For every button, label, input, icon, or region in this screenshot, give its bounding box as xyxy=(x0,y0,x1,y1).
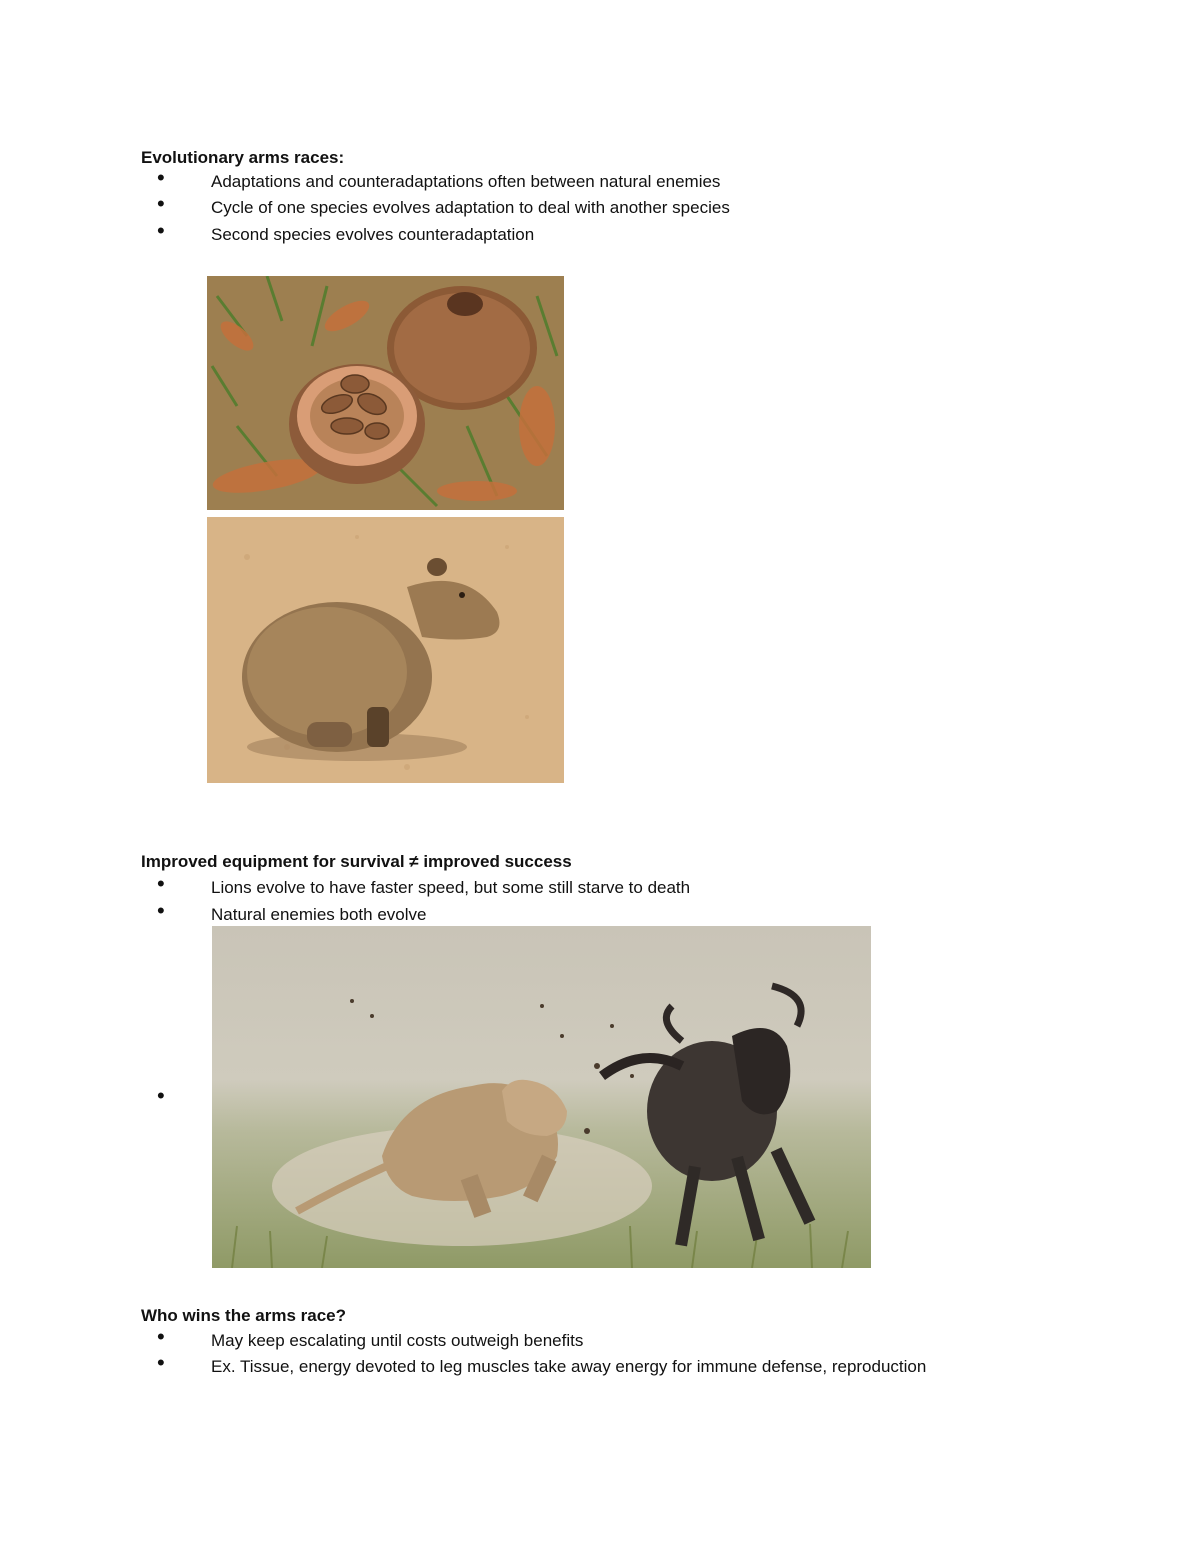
section-heading-arms-races: Evolutionary arms races: xyxy=(141,148,345,167)
section-heading-who-wins: Who wins the arms race? xyxy=(141,1306,346,1325)
bullet-icon: • xyxy=(157,165,165,190)
brazil-nut-pods-photo xyxy=(207,276,564,510)
list-item-text: Cycle of one species evolves adaptation to deal with another species xyxy=(211,198,730,217)
bullet-icon: • xyxy=(157,871,165,896)
list-item-text: Adaptations and counteradaptations often between natural enemies xyxy=(211,172,721,191)
bullet-icon: • xyxy=(157,1350,165,1375)
list-item-text: Second species evolves counteradaptation xyxy=(211,225,535,244)
list-item-text: Natural enemies both evolve xyxy=(211,905,427,924)
bullet-icon: • xyxy=(157,1324,165,1349)
bullet-icon: • xyxy=(157,898,165,923)
list-item-text: Lions evolve to have faster speed, but some still starve to death xyxy=(211,878,691,897)
bullet-icon: • xyxy=(157,191,165,216)
section-heading-improved-equipment: Improved equipment for survival ≠ improved success xyxy=(141,852,572,871)
list-item-text: May keep escalating until costs outweigh benefits xyxy=(211,1331,584,1350)
lioness-chasing-wildebeest-photo xyxy=(212,926,871,1268)
list-item-text: Ex. Tissue, energy devoted to leg muscles take away energy for immune defense, reproduction xyxy=(211,1357,927,1376)
capybara-photo xyxy=(207,517,564,783)
bullet-icon: • xyxy=(157,1083,165,1108)
bullet-icon: • xyxy=(157,218,165,243)
